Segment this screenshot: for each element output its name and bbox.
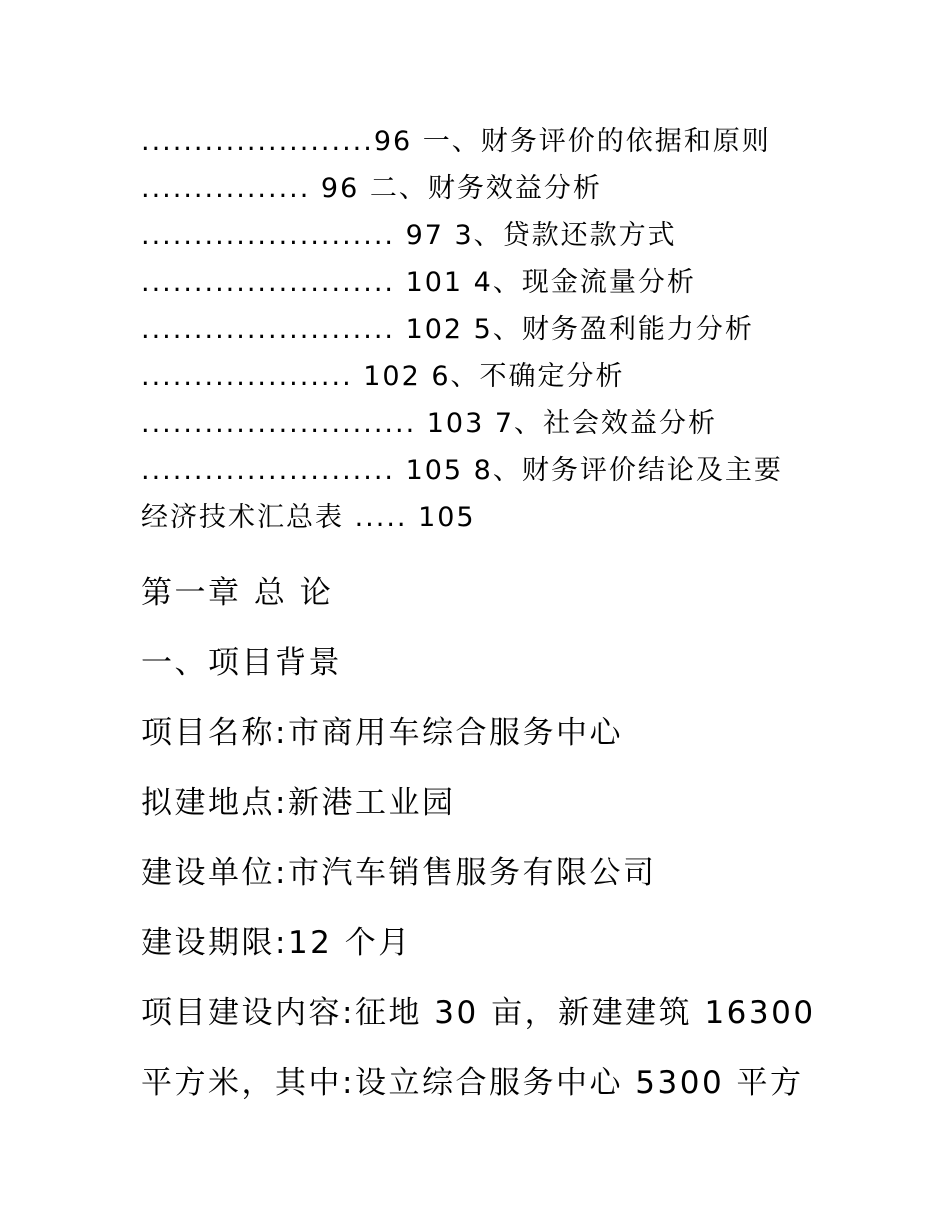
section-title: 一、项目背景 [141,645,342,681]
table-of-contents [141,118,821,541]
project-location: 拟建地点:新港工业园 [141,785,456,821]
project-builder: 建设单位:市汽车销售服务有限公司 [141,855,657,891]
toc-line: ........................ 101 4、现金流量分析 [141,267,696,298]
toc-line: ........................ 105 8、财务评价结论及主要 [141,455,783,486]
toc-line: ........................ 102 5、财务盈利能力分析 [141,314,754,345]
toc-line: ........................ 97 3、贷款还款方式 [141,220,677,251]
toc-line: ......................96 一、财务评价的依据和原则 [141,126,771,157]
document-body [141,558,831,1118]
toc-line: 经济技术汇总表 ..... 105 [141,502,476,533]
chapter-title: 第一章 总 论 [141,575,334,611]
project-name: 项目名称:市商用车综合服务中心 [141,715,623,751]
project-period: 建设期限:12 个月 [141,925,412,961]
project-scope-line: 平方米，其中:设立综合服务中心 5300 平方 [141,1065,804,1101]
toc-line: ................ 96 二、财务效益分析 [141,173,602,204]
project-scope-line: 项目建设内容:征地 30 亩，新建建筑 16300 [141,995,816,1031]
toc-line: .................... 102 6、不确定分析 [141,361,625,392]
toc-line: .......................... 103 7、社会效益分析 [141,408,718,439]
